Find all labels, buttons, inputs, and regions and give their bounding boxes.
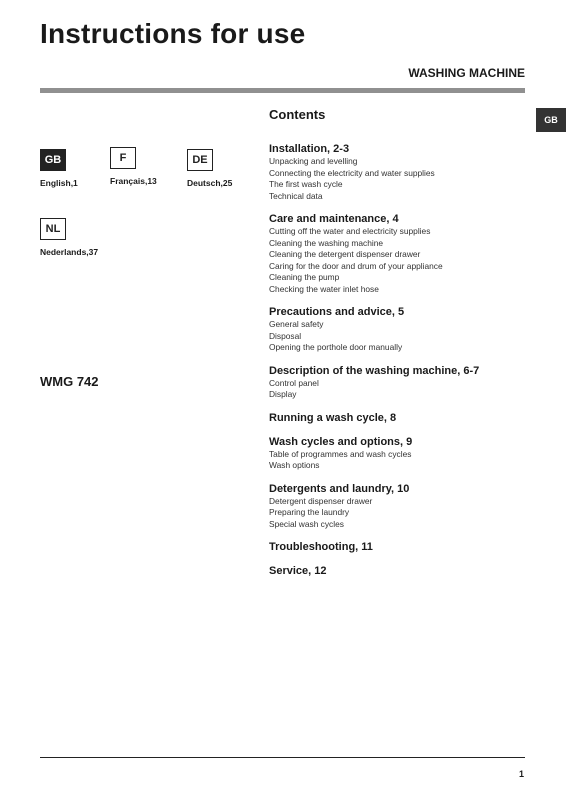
contents-sections (269, 143, 529, 578)
section-item: Preparing the laundry (269, 507, 350, 517)
language-side-tab[interactable]: GB (536, 108, 566, 132)
language-label: Nederlands,37 (40, 247, 99, 257)
contents-section (269, 436, 529, 472)
section-title-link[interactable]: Troubleshooting, 11 (269, 541, 373, 553)
section-item: Unpacking and levelling (269, 156, 358, 166)
section-title-link[interactable]: Running a wash cycle, 8 (269, 411, 397, 424)
section-item: Caring for the door and drum of your appliance (269, 260, 443, 271)
section-title-link[interactable]: Installation, 2-3 (269, 143, 350, 155)
contents-section (269, 541, 529, 554)
model-number: WMG 742 (40, 374, 99, 389)
contents-section (269, 412, 529, 425)
language-nl[interactable] (40, 218, 120, 257)
table-of-contents (269, 107, 529, 589)
section-item: Display (269, 389, 297, 399)
contents-section (269, 306, 529, 354)
section-item: General safety (269, 319, 324, 329)
product-type: WASHING MACHINE (408, 66, 525, 80)
section-title-link[interactable]: Detergents and laundry, 10 (269, 482, 410, 495)
contents-section (269, 143, 529, 202)
section-item: Connecting the electricity and water supplies (269, 167, 435, 178)
section-item: Technical data (269, 190, 323, 201)
language-code-box: GB (40, 149, 66, 171)
contents-section (269, 565, 529, 578)
footer-divider (40, 757, 525, 758)
page-title: Instructions for use (40, 18, 306, 49)
section-title-link[interactable]: Wash cycles and options, 9 (269, 435, 413, 448)
section-title-link[interactable]: Care and maintenance, 4 (269, 213, 399, 225)
language-label: Français,13 (110, 176, 157, 186)
section-title-link[interactable]: Precautions and advice, 5 (269, 306, 405, 318)
section-item: Wash options (269, 460, 320, 470)
section-item: Cleaning the detergent dispenser drawer (269, 249, 421, 259)
section-item: Opening the porthole door manually (269, 342, 403, 352)
contents-section (269, 213, 529, 295)
language-code-box: F (110, 147, 136, 169)
section-title-link[interactable]: Service, 12 (269, 565, 327, 577)
language-label: Deutsch,25 (187, 178, 233, 188)
language-de[interactable] (187, 149, 267, 188)
contents-section (269, 365, 529, 401)
section-item: Table of programmes and wash cycles (269, 448, 412, 459)
language-f[interactable] (110, 147, 190, 186)
section-title-link[interactable]: Description of the washing machine, 6-7 (269, 364, 480, 377)
section-item: Special wash cycles (269, 518, 344, 529)
page-number: 1 (518, 769, 524, 779)
section-item: Checking the water inlet hose (269, 283, 379, 294)
section-item: Cutting off the water and electricity supplies (269, 226, 431, 236)
section-item: Disposal (269, 330, 302, 341)
language-gb[interactable] (40, 149, 120, 188)
section-item: The first wash cycle (269, 179, 343, 189)
language-label: English,1 (40, 178, 78, 188)
contents-heading: Contents (269, 107, 326, 122)
language-code-box: NL (40, 218, 66, 240)
section-item: Cleaning the pump (269, 272, 340, 282)
language-code-box: DE (187, 149, 213, 171)
header-divider (40, 88, 525, 93)
contents-section (269, 483, 529, 531)
section-item: Detergent dispenser drawer (269, 495, 373, 506)
section-item: Control panel (269, 377, 319, 388)
section-item: Cleaning the washing machine (269, 237, 384, 248)
